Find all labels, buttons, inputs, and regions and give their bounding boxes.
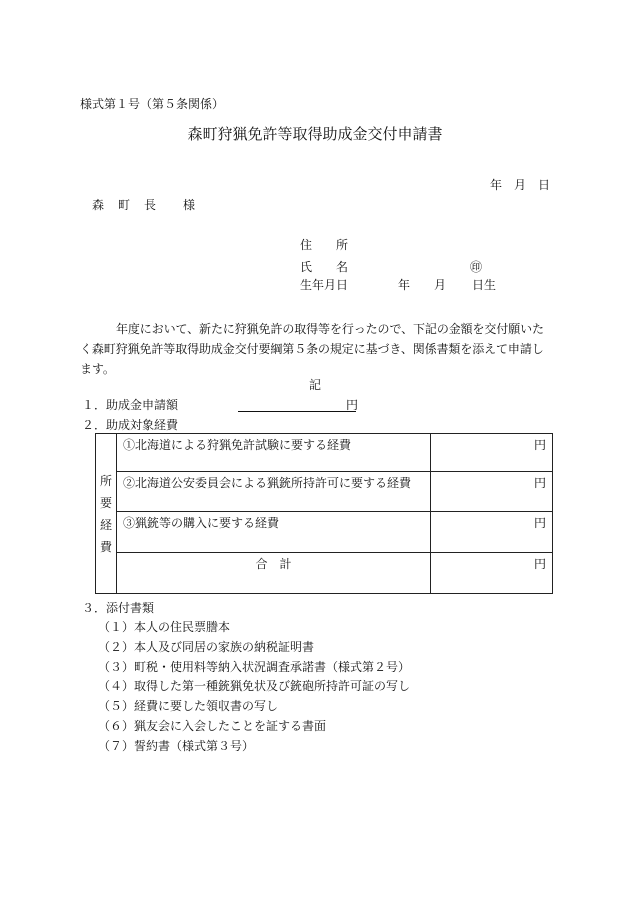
birth-year-label: 年: [398, 278, 411, 292]
seal-mark: ㊞: [470, 260, 483, 274]
expense-amount-cell[interactable]: 円: [431, 434, 553, 472]
list-item: （６）猟友会に入会したことを証する書面: [98, 718, 327, 733]
address-label: 住 所: [300, 238, 349, 252]
table-row: [96, 434, 553, 472]
expense-desc: ①北海道による狩猟免許試験に要する経費: [117, 434, 431, 472]
expense-desc: ②北海道公安委員会による猟銃所持許可に要する経費: [117, 471, 431, 512]
expense-amount-cell[interactable]: 円: [431, 512, 553, 553]
expense-amount-cell[interactable]: 円: [431, 471, 553, 512]
birth-month-label: 月: [434, 278, 447, 292]
grant-amount-label: １．助成金申請額: [82, 398, 179, 412]
grant-amount-blank[interactable]: [238, 398, 359, 412]
list-item: （４）取得した第一種銃猟免状及び銃砲所持許可証の写し: [98, 679, 411, 694]
application-date: 年 月 日: [489, 178, 550, 192]
table-row-total: [96, 553, 553, 594]
name-label: 氏 名: [300, 260, 349, 274]
required-expenses-side-label: [96, 434, 117, 594]
addressee: 森 町 長 様: [92, 198, 197, 212]
expense-table: [95, 433, 553, 594]
total-amount-cell[interactable]: 円: [431, 553, 553, 594]
list-item: （５）経費に要した領収書の写し: [98, 699, 279, 714]
list-item: （７）誓約書（様式第３号）: [98, 738, 255, 753]
total-label: 合 計: [117, 553, 431, 594]
birth-day-label: 日生: [472, 278, 497, 292]
application-statement: 年度において、新たに狩猟免許の取得等を行ったので、下記の金額を交付願いたく森町狩猟免許等取得助成金交付要綱第５条の規定に基づき、関係書類を添えて申請します。: [80, 322, 544, 376]
expense-desc: ③猟銃等の購入に要する経費: [117, 512, 431, 553]
document-title: 森町狩猟免許等取得助成金交付申請書: [187, 125, 443, 143]
side-char: 費: [99, 539, 112, 554]
attachments-list: [98, 620, 410, 759]
form-number: 様式第１号（第５条関係）: [80, 97, 225, 111]
table-row: [96, 471, 553, 512]
side-char: 所: [99, 473, 112, 488]
table-row: [96, 512, 553, 553]
birthdate-label: 生年月日: [300, 278, 349, 292]
attachments-label: ３．添付書類: [82, 601, 155, 615]
side-char: 経: [99, 517, 112, 532]
list-item: （１）本人の住民票謄本: [98, 620, 231, 634]
list-item: （３）町税・使用料等納入状況調査承諾書（様式第２号）: [98, 659, 411, 674]
side-char: 要: [99, 495, 112, 510]
list-item: （２）本人及び同居の家族の納税証明書: [98, 639, 315, 654]
grant-amount-yen: 円: [346, 398, 359, 412]
eligible-expenses-label: ２．助成対象経費: [82, 418, 179, 432]
ki-heading: 記: [308, 378, 321, 392]
